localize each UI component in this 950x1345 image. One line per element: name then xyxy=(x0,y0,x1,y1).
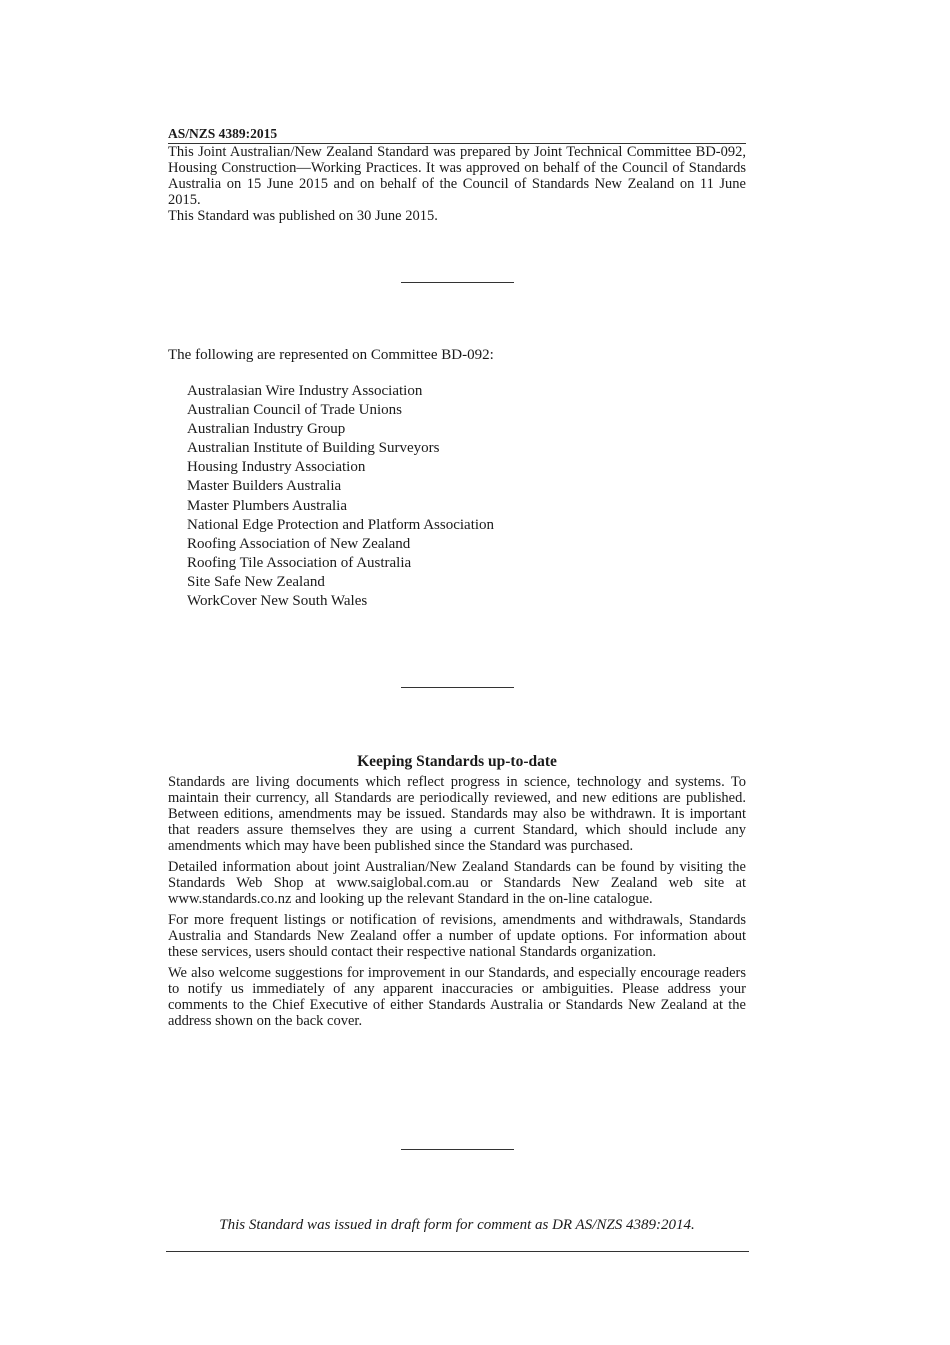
separator-rule xyxy=(401,687,514,688)
list-item: Australasian Wire Industry Association xyxy=(187,383,423,399)
list-item: Master Builders Australia xyxy=(187,478,342,495)
body-paragraph: For more frequent listings or notification of revisions, amendments and withdrawals, Standards Australia and Standards New Zealand offer a number of update options. For information about these services, users should contact their respective national Standards organization. xyxy=(168,912,746,960)
list-item: Roofing Association of New Zealand xyxy=(187,535,411,552)
body-paragraph: Detailed information about joint Australian/New Zealand Standards can be found by visiting the Standards Web Shop at www.saiglobal.com.au or Standards New Zealand web site at www.standards.co.nz and looking up the relevant Standard in the on-line catalogue. xyxy=(168,859,746,907)
committee-organization-list xyxy=(187,382,494,611)
preparation-paragraph: This Joint Australian/New Zealand Standard was prepared by Joint Technical Committee BD-092, Housing Construction—Working Practices. It was approved on behalf of the Council of Standards Australia on 15 June 2015 and on behalf of the Council of Standards New Zealand on 11 June 2015. xyxy=(168,144,746,208)
draft-note: This Standard was issued in draft form for comment as DR AS/NZS 4389:2014. xyxy=(219,1217,695,1233)
preparation-block xyxy=(168,144,746,224)
keeping-up-to-date-body xyxy=(168,774,746,1034)
list-item: Australian Institute of Building Surveyors xyxy=(187,440,440,457)
section-heading: Keeping Standards up-to-date xyxy=(357,753,557,770)
list-item: Australian Council of Trade Unions xyxy=(187,402,402,419)
separator-rule xyxy=(401,282,514,283)
list-item: Master Plumbers Australia xyxy=(187,497,347,514)
list-item: Site Safe New Zealand xyxy=(187,573,325,590)
list-item: National Edge Protection and Platform Association xyxy=(187,516,495,533)
publication-date: This Standard was published on 30 June 2015. xyxy=(168,208,438,224)
body-paragraph: Standards are living documents which reflect progress in science, technology and systems. To maintain their currency, all Standards are periodically reviewed, and new editions are published. Between editions, amendments may be issued. Standards may also be withdrawn. It is important that readers assure themselves they are using a current Standard, which should include any amendments which may have been published since the Standard was purchased. xyxy=(168,774,746,854)
committee-intro: The following are represented on Committee BD-092: xyxy=(168,347,494,363)
standard-id: AS/NZS 4389:2015 xyxy=(168,126,278,141)
list-item: Australian Industry Group xyxy=(187,421,346,438)
separator-rule xyxy=(401,1149,514,1150)
list-item: WorkCover New South Wales xyxy=(187,593,368,610)
list-item: Housing Industry Association xyxy=(187,459,366,476)
list-item: Roofing Tile Association of Australia xyxy=(187,554,412,571)
body-paragraph: We also welcome suggestions for improvement in our Standards, and especially encourage readers to notify us immediately of any apparent inaccuracies or ambiguities. Please address your comments to the Chief Executive of either Standards Australia or Standards New Zealand at the address shown on the back cover. xyxy=(168,965,746,1029)
bottom-rule xyxy=(166,1251,749,1252)
